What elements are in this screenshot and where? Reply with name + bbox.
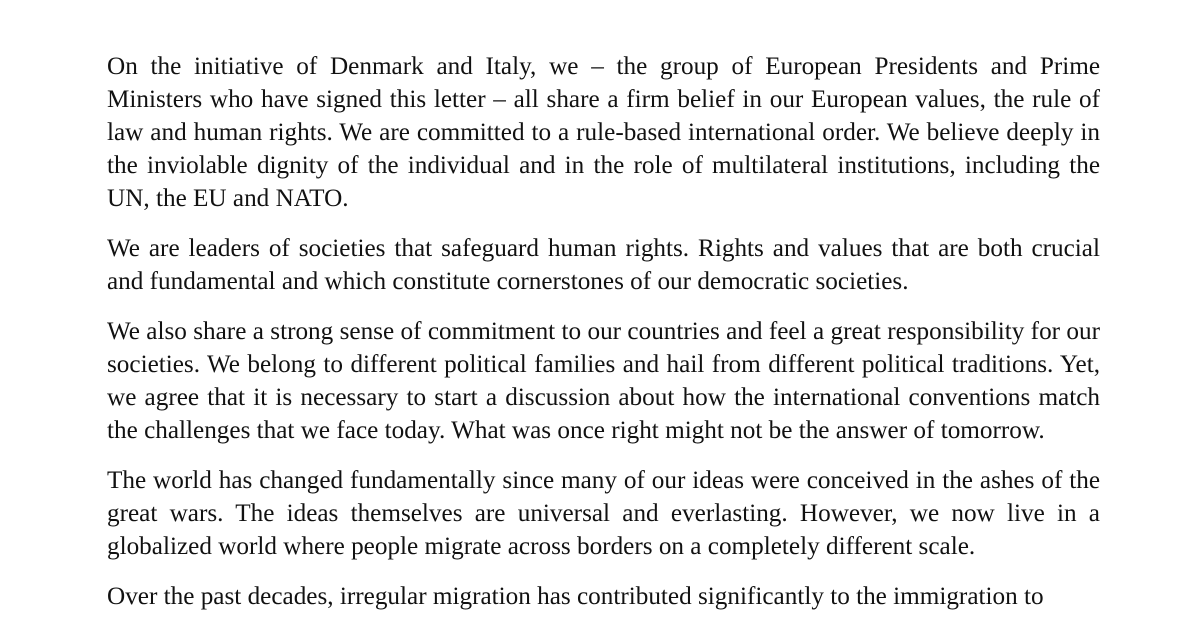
paragraph-2: We are leaders of societies that safeguard human rights. Rights and values that are both crucial and fundamental and which constitute cornerstones of our democratic societies. xyxy=(107,235,1100,295)
paragraph-3: We also share a strong sense of commitment to our countries and feel a great responsibility for our societies. We belong to different political families and hail from different political traditions. Yet, we agree that it is necessary to start a discussion about how the international conventions match the challenges that we face today. What was once right might not be the answer of tomorrow. xyxy=(107,318,1100,444)
paragraph-1: On the initiative of Denmark and Italy, we – the group of European Presidents and Prime Ministers who have signed this letter – all share a firm belief in our European values, the rule of law and human rights. We are committed to a rule-based international order. We believe deeply in the inviolable dignity of the individual and in the role of multilateral institutions, including the UN, the EU and NATO. xyxy=(107,53,1100,212)
document-page xyxy=(107,50,1100,630)
paragraph-4: The world has changed fundamentally since many of our ideas were conceived in the ashes of the great wars. The ideas themselves are universal and everlasting. However, we now live in a globalized world where people migrate across borders on a completely different scale. xyxy=(107,467,1100,560)
paragraph-5: Over the past decades, irregular migration has contributed significantly to the immigration to xyxy=(107,583,1044,610)
